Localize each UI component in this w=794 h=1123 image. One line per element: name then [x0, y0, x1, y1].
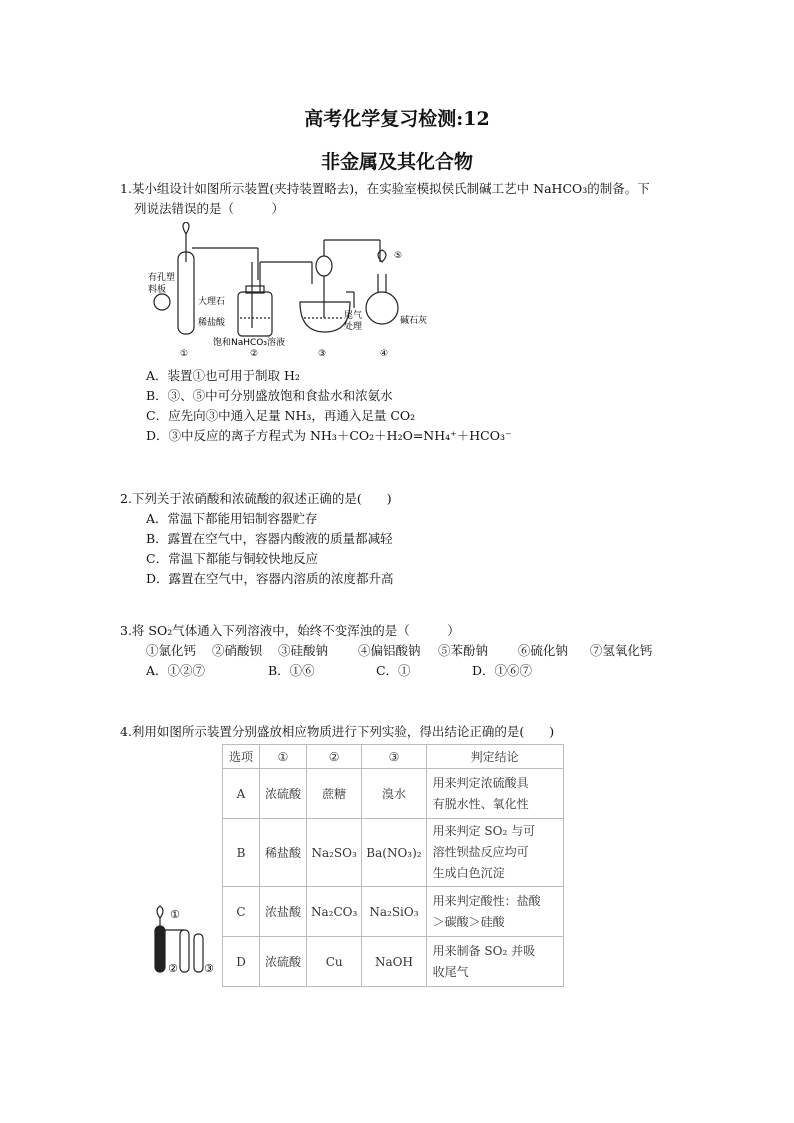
q1-num-5: ⑤	[394, 251, 403, 261]
q2-stem: 2.下列关于浓硝酸和浓硫酸的叙述正确的是( )	[120, 491, 392, 506]
question-1	[120, 179, 650, 219]
q1-num-4: ④	[380, 349, 389, 359]
q2-option-a: A．常温下都能用铝制容器贮存	[146, 511, 318, 526]
q1-perforated-board	[154, 294, 170, 310]
table-header: 判定结论	[426, 745, 563, 769]
q2-option-d: D．露置在空气中，容器内溶质的浓度都升高	[146, 571, 394, 586]
conclusion-line: 收尾气	[432, 964, 469, 979]
question-2	[120, 489, 394, 589]
table-cell: 溴水	[362, 769, 426, 819]
table-cell-conclusion	[426, 819, 563, 887]
page-title: 高考化学复习检测:12	[304, 108, 490, 130]
q3-item: ③硅酸钠	[277, 643, 328, 658]
q1-three-neck-flask	[300, 302, 350, 332]
conclusion-line: 有脱水性、氧化性	[432, 796, 529, 811]
q3-item: ⑥硫化钠	[517, 643, 568, 658]
q1-option-c: C．应先向③中通入足量 NH₃，再通入足量 CO₂	[146, 408, 416, 423]
table-cell-conclusion	[426, 769, 563, 819]
q1-num-3: ③	[318, 349, 327, 359]
q1-num-1: ①	[180, 349, 189, 359]
q4-funnel	[157, 906, 163, 918]
table-cell: D	[223, 937, 260, 987]
conclusion-line: 溶性钡盐反应均可	[432, 845, 529, 859]
table-cell: Ba(NO₃)₂	[362, 819, 426, 887]
q1-round-flask	[366, 292, 398, 324]
conclusion-line: 用来制备 SO₂ 并吸	[432, 943, 536, 958]
q2-option-c: C．常温下都能与铜较快地反应	[146, 551, 319, 566]
table-cell: A	[223, 769, 260, 819]
q1-label-board: 有孔塑	[148, 273, 176, 283]
conclusion-line: 用来判定浓硫酸具	[432, 775, 529, 790]
q1-options	[120, 366, 512, 446]
q1-option-d: D．③中反应的离子方程式为 NH₃＋CO₂＋H₂O=NH₄⁺＋HCO₃⁻	[146, 428, 512, 443]
q3-item: ②硝酸钡	[211, 643, 262, 658]
q3-items	[120, 641, 652, 661]
table-row	[223, 887, 564, 937]
table-header: ③	[362, 745, 426, 769]
conclusion-line: ＞碳酸＞硅酸	[432, 914, 505, 929]
q1-label-nahco3: 饱和NaHCO₃溶液	[213, 338, 285, 348]
q3-item: ④偏铝酸钠	[357, 643, 421, 658]
table-row	[223, 769, 564, 819]
q1-separatory-funnel	[183, 222, 189, 234]
q1-label-tail: 尾气	[344, 311, 363, 321]
q3-answer-c: C．①	[375, 663, 411, 678]
q3-answer-d: D．①⑥⑦	[471, 663, 532, 678]
table-cell: Cu	[307, 937, 362, 987]
q1-stem-line1: 1.某小组设计如图所示装置(夹持装置略去)，在实验室模拟侯氏制碱工艺中 NaHCO₃的制备。下	[120, 181, 650, 196]
table-cell: 浓盐酸	[260, 887, 307, 937]
conclusion-line: 用来判定 SO₂ 与可	[432, 824, 536, 838]
q4-num-2: ②	[168, 962, 178, 975]
q1-label-tail2: 处理	[344, 322, 363, 332]
table-cell: 蔗糖	[307, 769, 362, 819]
conclusion-line: 生成白色沉淀	[432, 866, 505, 880]
q4-apparatus-figure	[150, 900, 220, 980]
q1-wash-bottle	[238, 292, 272, 336]
table-cell: 稀盐酸	[260, 819, 307, 887]
table-header: ①	[260, 745, 307, 769]
q3-item: ⑤苯酚钠	[437, 643, 488, 658]
q3-item: ①氯化钙	[146, 643, 197, 658]
page-subtitle: 非金属及其化合物	[320, 151, 473, 173]
table-cell: C	[223, 887, 260, 937]
q4-tube-2	[155, 926, 165, 972]
q3-stem: 3.将 SO₂气体通入下列溶液中，始终不变浑浊的是（ ）	[120, 623, 460, 638]
q1-option-a: A．装置①也可用于制取 H₂	[146, 368, 300, 383]
q1-label-acid: 稀盐酸	[198, 318, 226, 328]
q1-option-b: B．③、⑤中可分别盛放饱和食盐水和浓氨水	[146, 388, 393, 403]
q3-answer-a: A．①②⑦	[146, 663, 206, 678]
q2-option-b: B．露置在空气中，容器内酸液的质量都减轻	[146, 531, 393, 546]
table-cell-conclusion	[426, 887, 563, 937]
q1-label-board2: 料板	[148, 285, 167, 295]
table-header-row	[223, 745, 564, 769]
q4-num-1: ①	[170, 908, 180, 921]
question-4	[120, 722, 554, 742]
q4-tube-3	[180, 930, 189, 972]
q3-answers	[120, 661, 652, 681]
table-cell-conclusion	[426, 937, 563, 987]
table-header: ②	[307, 745, 362, 769]
table-cell: B	[223, 819, 260, 887]
table-cell: Na₂CO₃	[307, 887, 362, 937]
q1-dropping-funnel	[316, 256, 332, 276]
question-3	[120, 621, 652, 681]
q1-funnel-5	[378, 250, 386, 262]
q4-stem: 4.利用如图所示装置分别盛放相应物质进行下列实验，得出结论正确的是( )	[120, 724, 555, 739]
table-cell: Na₂SO₃	[307, 819, 362, 887]
table-cell: 浓硫酸	[260, 937, 307, 987]
q1-num-2: ②	[250, 349, 259, 359]
q3-answer-b: B．①⑥	[267, 663, 315, 678]
table-cell: 浓硫酸	[260, 769, 307, 819]
table-cell: NaOH	[362, 937, 426, 987]
q1-label-lime: 碱石灰	[400, 316, 428, 326]
q1-stem-line2: 列说法错误的是（ ）	[134, 201, 285, 216]
q3-item: ⑦氢氧化钙	[589, 643, 653, 658]
q1-label-marble: 大理石	[198, 297, 226, 307]
conclusion-line: 用来判定酸性：盐酸	[432, 893, 541, 908]
table-header: 选项	[223, 745, 260, 769]
q4-table	[222, 744, 564, 987]
table-cell: Na₂SiO₃	[362, 887, 426, 937]
q1-reaction-tube	[178, 252, 194, 334]
q1-apparatus-figure	[140, 222, 450, 362]
table-row	[223, 819, 564, 887]
table-row	[223, 937, 564, 987]
q4-num-3: ③	[204, 962, 214, 975]
